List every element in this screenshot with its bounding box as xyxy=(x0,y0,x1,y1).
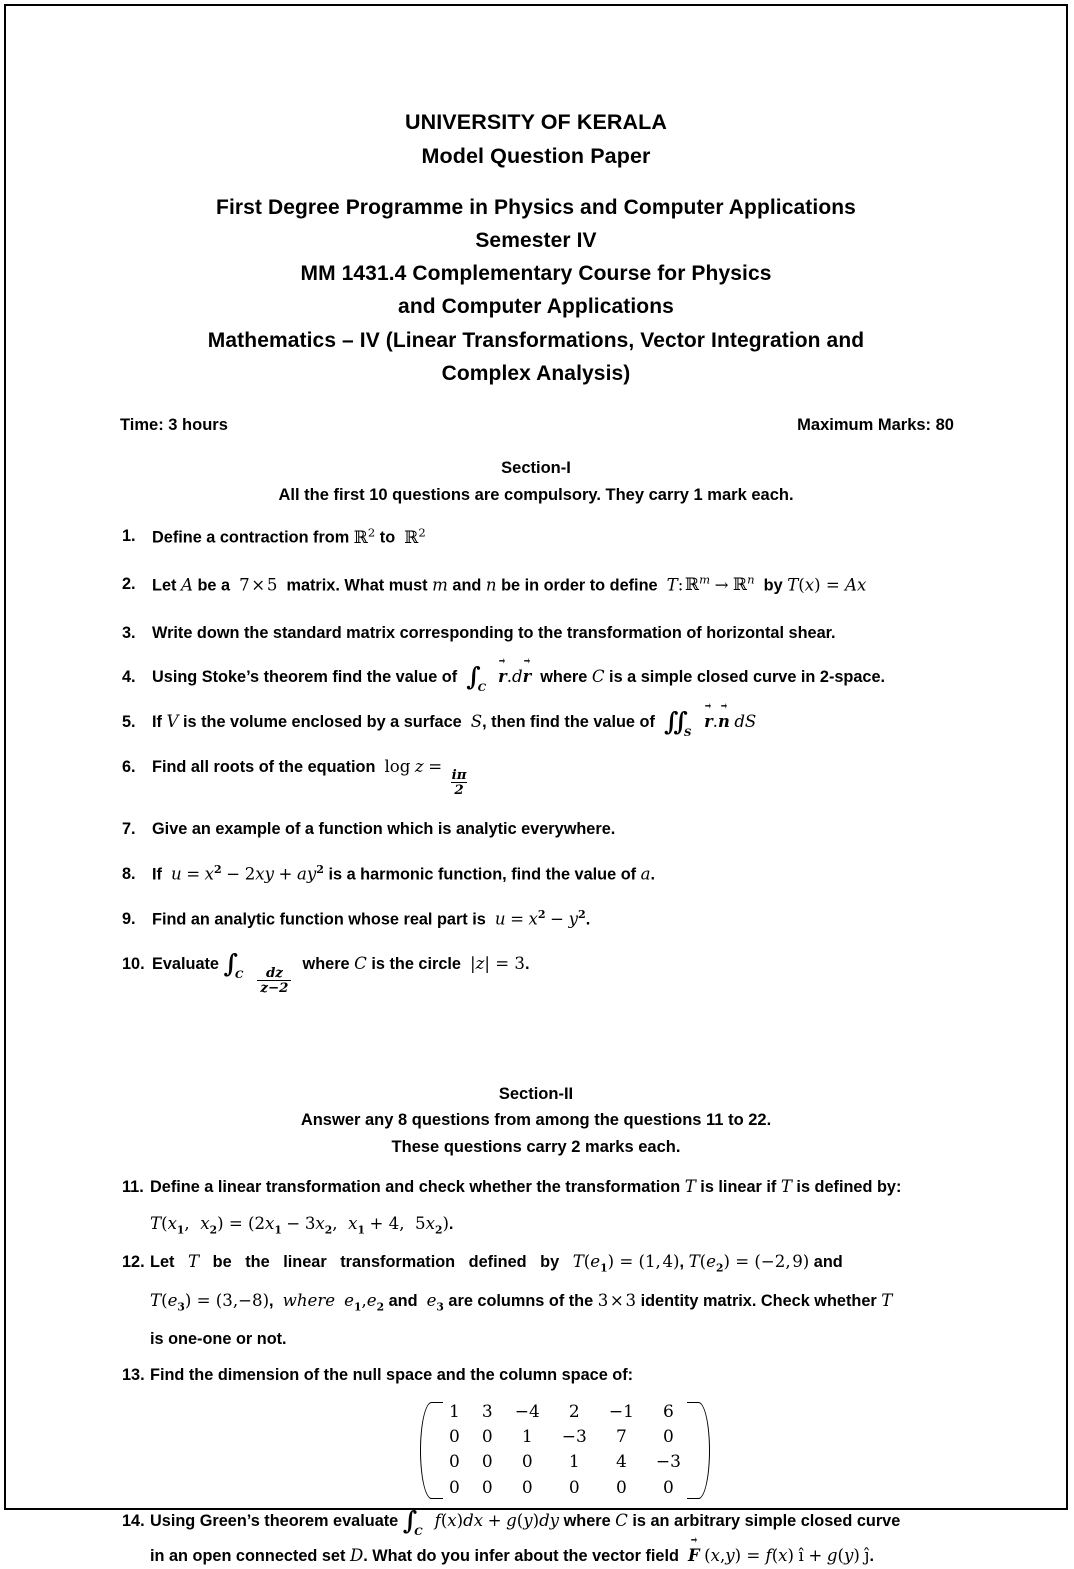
matrix-row xyxy=(438,1425,692,1450)
university-title: UNIVERSITY OF KERALA xyxy=(404,110,667,134)
matrix-cell: −1 xyxy=(608,1401,634,1422)
matrix-cell: 0 xyxy=(568,1477,580,1498)
question-number-14: 14. xyxy=(122,1511,145,1530)
question-text-5: If V is the volume enclosed by a surface S, then find the value of $\int\int_S$ r →.n → dS xyxy=(152,710,1006,735)
matrix-cell: 1 xyxy=(449,1401,460,1422)
matrix-cell: 0 xyxy=(663,1427,674,1448)
question-item-9 xyxy=(122,907,1006,932)
question-item-4 xyxy=(122,662,1006,694)
matrix-right-paren xyxy=(696,1400,710,1501)
section-gap xyxy=(6,1015,1066,1061)
question-item-10 xyxy=(122,949,1006,996)
matrix-cell: −3 xyxy=(655,1452,681,1473)
question-text-7: Give an example of a function which is analytic everywhere. xyxy=(152,820,616,839)
question-text-3: Write down the standard matrix corresponding to the transformation of horizontal shear. xyxy=(152,623,836,642)
course-code-line: MM 1431.4 Complementary Course for Physics xyxy=(300,262,772,286)
question-number-6: 6. xyxy=(122,757,136,776)
matrix-cell: 0 xyxy=(481,1427,493,1448)
matrix-cell: 1 xyxy=(521,1427,533,1448)
question-number-7: 7. xyxy=(122,820,136,839)
matrix-cell: 0 xyxy=(449,1452,460,1473)
question-item-11 xyxy=(122,1175,1008,1200)
question-13-matrix xyxy=(122,1400,1008,1501)
matrix-cell: 0 xyxy=(521,1477,533,1498)
matrix-cell: 1 xyxy=(568,1452,580,1473)
section-1-question-list xyxy=(6,524,1066,994)
matrix-table xyxy=(438,1400,692,1501)
question-12-continuation-2: is one-one or not. xyxy=(150,1329,287,1348)
question-number-11: 11. xyxy=(122,1177,144,1196)
matrix-cell: −3 xyxy=(561,1427,587,1448)
exam-info-row xyxy=(6,416,1066,435)
question-number-12: 12. xyxy=(122,1253,145,1272)
question-number-4: 4. xyxy=(122,668,136,687)
semester-label: Semester IV xyxy=(475,229,597,253)
question-item-6 xyxy=(122,755,1006,797)
section-1-instruction: All the first 10 questions are compulsory. They carry 1 mark each. xyxy=(278,485,794,504)
matrix-cell: 0 xyxy=(615,1477,627,1498)
matrix-cell: 0 xyxy=(449,1427,460,1448)
question-text-4: Using Stoke’s theorem find the value of $\int_C$ r →.dr → where C is a simple closed curve in 2-space. xyxy=(152,665,1006,690)
question-text-2: Let A be a 7 × 5 matrix. What must m and n be in order to define T: ℝ$^m$ → ℝ$^n$ by T(x) = Ax xyxy=(152,572,867,596)
course-code-line-2: and Computer Applications xyxy=(398,295,674,319)
matrix-cell: 0 xyxy=(481,1452,493,1473)
question-number-1: 1. xyxy=(122,527,136,546)
section-2-instruction-2: These questions carry 2 marks each. xyxy=(391,1138,681,1157)
question-number-13: 13. xyxy=(122,1366,145,1385)
question-text-9: Find an analytic function whose real part is $u = x^2 - y^2$. xyxy=(152,908,591,929)
section-2-heading xyxy=(6,1081,1066,1161)
matrix-cell: 2 xyxy=(568,1401,580,1422)
question-text-13: Find the dimension of the null space and the column space of: xyxy=(150,1366,634,1385)
page-content xyxy=(6,6,1066,1565)
question-12-continuation: $T(e_3) = (3,-8)$, where $e_1,e_2$ and $e_3$ are columns of the 3 × 3 identity matrix. Check whether T xyxy=(150,1290,893,1313)
paper-subtitle: Model Question Paper xyxy=(421,143,651,168)
question-number-10: 10. xyxy=(122,955,145,974)
subject-title-line-1: Mathematics – IV (Linear Transformations, Vector Integration and xyxy=(207,328,865,352)
matrix-left-paren xyxy=(420,1400,434,1501)
matrix-row xyxy=(438,1450,692,1475)
question-item-8 xyxy=(122,862,1006,887)
question-item-14 xyxy=(122,1505,1008,1538)
section-2-instruction-1: Answer any 8 questions from among the questions 11 to 22. xyxy=(300,1111,772,1130)
section-2-title: Section-II xyxy=(498,1084,574,1103)
matrix-cell: −4 xyxy=(514,1401,540,1422)
page-frame xyxy=(4,4,1068,1565)
matrix-row xyxy=(438,1400,692,1425)
question-text-12: Let T be the linear transformation defined by $T(e_1) = (1$, 4), $T(e_2) = (-2$, 9) and xyxy=(150,1252,843,1275)
question-number-3: 3. xyxy=(122,623,136,642)
matrix-cell: 0 xyxy=(521,1452,533,1473)
question-item-5 xyxy=(122,707,1006,739)
question-11-formula: $T(x_1$, $x_2) = (2x_1 - 3x_2$, $x_1 + 4$, $5x_2$). xyxy=(150,1213,454,1237)
subject-title-line-2: Complex Analysis) xyxy=(441,361,631,385)
question-item-12 xyxy=(122,1250,1008,1276)
question-item-1 xyxy=(122,524,1006,551)
question-text-11: Define a linear transformation and check whether the transformation T is linear if T is defined by: xyxy=(150,1176,902,1196)
question-item-3 xyxy=(122,621,1006,645)
question-text-10: Evaluate $\int_C$ $\frac{dz}{z-2}$ where C is the circle |z| = 3. xyxy=(152,949,530,996)
question-14-continuation: in an open connected set D. What do you infer about the vector field F → (x,y) = f(x) î + g(y) ĵ. xyxy=(122,1544,1008,1569)
matrix-cell: 7 xyxy=(615,1427,627,1448)
document-header xyxy=(6,106,1066,390)
question-item-13 xyxy=(122,1363,1008,1387)
question-item-7 xyxy=(122,817,1006,841)
section-1-title: Section-I xyxy=(501,458,571,477)
section-2-question-list xyxy=(6,1175,1066,1569)
programme-title: First Degree Programme in Physics and Computer Applications xyxy=(216,195,856,219)
matrix-row xyxy=(438,1476,692,1501)
matrix-cell: 0 xyxy=(481,1477,493,1498)
question-text-14: Using Green’s theorem evaluate $\int_C$ f(x)dx + g(y)dy where C is an arbitrary simple closed curve xyxy=(150,1505,901,1538)
question-text-8: If $u = x^2 - 2xy + ay^2$ is a harmonic function, find the value of a. xyxy=(152,862,656,884)
question-text-1: Define a contraction from ℝ$^2$ to ℝ$^2$ xyxy=(152,525,426,549)
matrix-cell: 3 xyxy=(481,1401,493,1422)
matrix-cell: 6 xyxy=(663,1401,674,1422)
question-number-8: 8. xyxy=(122,864,136,883)
question-item-2 xyxy=(122,572,1006,599)
question-number-9: 9. xyxy=(122,910,136,929)
matrix-cell: 0 xyxy=(663,1477,674,1498)
question-number-5: 5. xyxy=(122,713,136,732)
matrix-cell: 0 xyxy=(449,1477,460,1498)
question-number-2: 2. xyxy=(122,574,136,593)
exam-duration: Time: 3 hours xyxy=(120,415,228,434)
question-text-6: Find all roots of the equation log z = $\frac{i\pi}{2}$ xyxy=(152,756,467,799)
section-1-heading xyxy=(6,455,1066,508)
matrix-cell: 4 xyxy=(615,1452,627,1473)
exam-max-marks: Maximum Marks: 80 xyxy=(797,415,954,434)
